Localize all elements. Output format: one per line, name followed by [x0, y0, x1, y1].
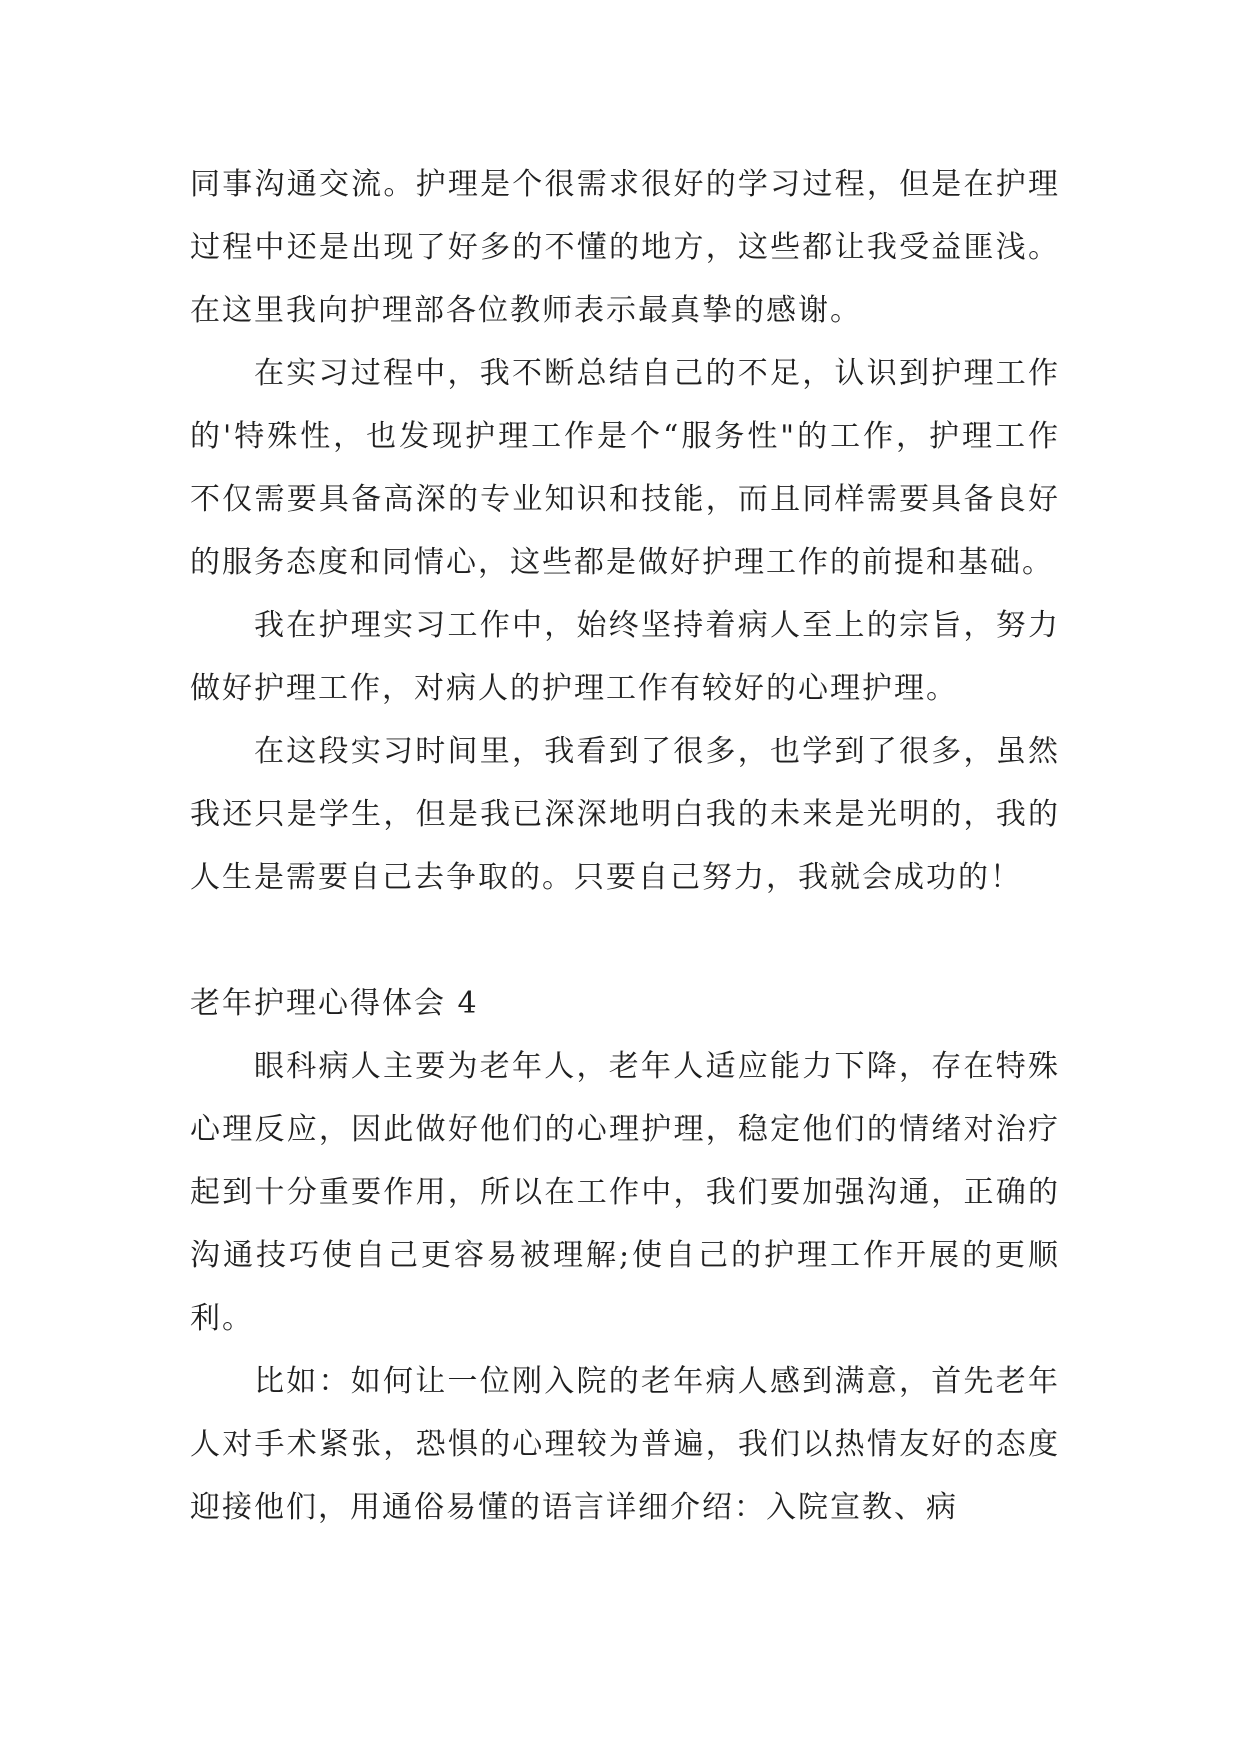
paragraph-internship-reflection: 在这段实习时间里，我看到了很多，也学到了很多，虽然我还只是学生，但是我已深深地明白我的未来是光明的，我的人生是需要自己去争取的。只要自己努力，我就会成功的！ [190, 734, 1060, 895]
paragraph-continuation: 同事沟通交流。护理是个很需求很好的学习过程，但是在护理过程中还是出现了好多的不懂的地方，这些都让我受益匪浅。在这里我向护理部各位教师表示最真挚的感谢。 [190, 167, 1060, 328]
paragraph-example-admission: 比如：如何让一位刚入院的老年病人感到满意，首先老年人对手术紧张，恐惧的心理较为普遍，我们以热情友好的态度迎接他们，用通俗易懂的语言详细介绍：入院宣教、病 [190, 1364, 1060, 1525]
paragraph-patient-first: 我在护理实习工作中，始终坚持着病人至上的宗旨，努力做好护理工作，对病人的护理工作有较好的心理护理。 [190, 608, 1060, 706]
section-spacer [190, 909, 1060, 972]
paragraph-ophthalmology-patients: 眼科病人主要为老年人，老年人适应能力下降，存在特殊心理反应，因此做好他们的心理护理，稳定他们的情绪对治疗起到十分重要作用，所以在工作中，我们要加强沟通，正确的沟通技巧使自己更容易被理解;使自己的护理工作开展的更顺利。 [190, 1049, 1060, 1336]
document-body [190, 153, 1060, 1539]
paragraph-service-nature: 在实习过程中，我不断总结自己的不足，认识到护理工作的'特殊性，也发现护理工作是个“服务性"的工作，护理工作不仅需要具备高深的专业知识和技能，而且同样需要具备良好的服务态度和同情心，这些都是做好护理工作的前提和基础。 [190, 356, 1060, 580]
section-heading: 老年护理心得体会 4 [190, 986, 479, 1021]
